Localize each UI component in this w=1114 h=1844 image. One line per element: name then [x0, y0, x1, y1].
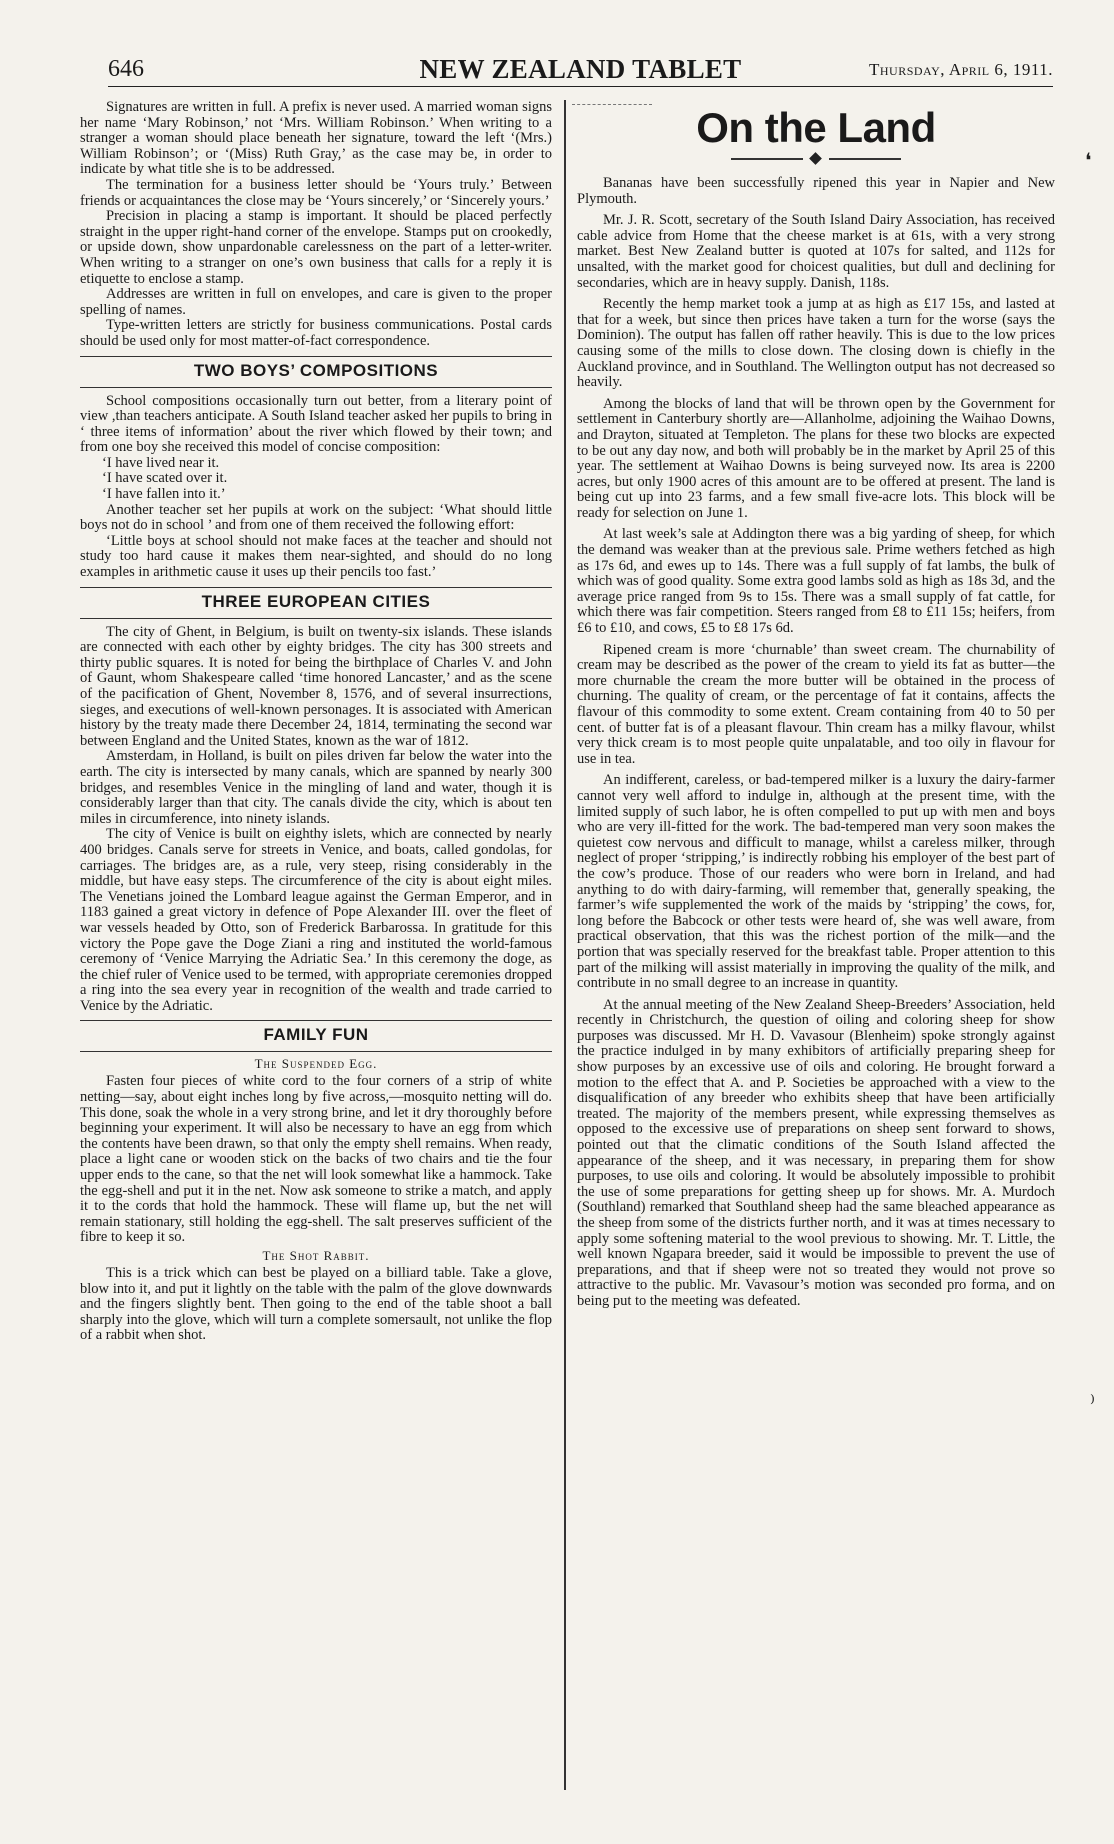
article-paragraph: The city of Venice is built on eighthy islets, which are connected by nearly 400 bridges. Canals serve for streets in Venice, and boats, called gondolas, for carriages. The bridges are, as a rule, very steep, rising considerably in the middle, but have easy steps. The circumference of the city is about eight miles. The Venetians joined the Lombard league against the German Emperor, and in 1183 gained a great victory in defence of Pope Alexander III. over the fleet of war vessels headed by Otto, son of Frederick Barbarossa. In gratitude for this victory the Pope gave the Doge Ziani a ring and instituted the world-famous ceremony of ‘Venice Marrying the Adriatic Sea.’ In this ceremony the doge, as the chief ruler of Venice used to be termed, with appropriate ceremonies dropped a ring into the sea every year in recognition of the wealth and trade carried to Venice by the Adriatic. — [80, 826, 552, 1014]
heading-three-cities: THREE EUROPEAN CITIES — [201, 591, 431, 611]
article-paragraph: Fasten four pieces of white cord to the four corners of a strip of white netting—say, about eight inches long by five across,—mosquito netting will do. This done, soak the whole in a very strong brine, and let it dry thoroughly before beginning your experiment. It will also be necessary to have an egg from which the contents have been drawn, so that only the empty shell remains. When ready, place a light cane or wooden stick on the backs of two chairs and tie the four upper ends to the cane, so that the net will look somewhat like a hammock. Take the egg-shell and put it in the net. Now ask someone to strike a match, and apply it to the cords that hold the hammock. These will flame up, but the net will remain stationary, still holding the egg-shell. The salt preserves sufficient of the fibre to keep it so. — [80, 1073, 552, 1246]
section-rule — [80, 1020, 552, 1021]
heading-on-the-land: On the Land — [696, 104, 936, 151]
news-paragraph: Ripened cream is more ‘churnable’ than sweet cream. The churnability of cream may be described as the power of the cream to yield its fat as butter—the more churnable the cream the more butter will be obtained in the process of churning. The quality of cream, or the percentage of fat it contains, affects the flavour of this commodity to some extent. Cream containing from 40 to 50 per cent. of butter fat is of a pleasant flavour. Thin cream has a milky flavour, whilst very thick cream is to most people quite unpalatable, and too oily in flavour for use in tea. — [577, 641, 1055, 767]
section-rule — [80, 387, 552, 388]
intro-paragraph: Signatures are written in full. A prefix is never used. A married woman signs her name ‘Mary Robinson,’ not ‘Mrs. William Robinson.’ When writing to a stranger a woman should place beneath her signature, toward the left ‘(Mrs.) William Robinson’; or ‘(Miss) Ruth Gray,’ as the case may be, in order to indicate by what title she is to be addressed. — [80, 99, 552, 178]
subheading-shot-rabbit: The Shot Rabbit. — [262, 1248, 370, 1263]
news-paragraph: Among the blocks of land that will be thrown open by the Government for settlement in Canterbury shortly are—Allanholme, adjoining the Waihao Downs, and Drayton, situated at Templeton. The plans for these two blocks are expected to be out any day now, and both will probably be in the market by April 25 of this year. The settlement at Waihao Downs is being surveyed now. Its area is 2200 acres, but only 1900 acres of this amount are to be offered at present. The land is being cut up into 23 farms, and a few small five-acre lots. This block will be ready for selection on June 1. — [577, 395, 1055, 521]
article-paragraph: Another teacher set her pupils at work on the subject: ‘What should little boys not do in school ’ and from one of them received the following effort: — [80, 501, 552, 534]
news-paragraph: Bananas have been successfully ripened this year in Napier and New Plymouth. — [577, 175, 1055, 207]
heading-family-fun: FAMILY FUN — [263, 1025, 369, 1045]
news-paragraph: Recently the hemp market took a jump at as high as £17 15s, and lasted at that for a week, but since then prices have taken a turn for the worse (says the Dominion). The output has fallen off rather heavily. This is due to the low prices causing some of the mills to close down. The closing down is chiefly in the Auckland province, and in Southland. The Wellington output has not decreased so heavily. — [577, 296, 1055, 391]
quote-line: ‘I have scated over it. — [102, 470, 228, 487]
left-column — [80, 100, 552, 1344]
masthead-title: NEW ZEALAND TABLET — [419, 54, 742, 84]
section-rule — [80, 1051, 552, 1052]
article-paragraph: School compositions occasionally turn out better, from a literary point of view ,than teachers anticipate. A South Island teacher asked her pupils to bring in ‘ three items of information’ about the river which flowed by their town; and from one boy she received this model of concise composition: — [80, 392, 552, 456]
quote-line: ‘I have lived near it. — [102, 454, 220, 471]
article-paragraph: The city of Ghent, in Belgium, is built on twenty-six islands. These islands are connected with each other by eighty bridges. The city has 300 streets and thirty public squares. It is noted for being the birthplace of Charles V. and John of Gaunt, whom Shakespeare called ‘time honored Lancaster,’ and as the scene of the pacification of Ghent, November 8, 1576, and of several insurrections, sieges, and executions of well-known personages. It is associated with American history by the treaty made there December 24, 1814, terminating the second war between England and the United States, known as the war of 1812. — [80, 623, 552, 749]
intro-paragraph: The termination for a business letter should be ‘Yours truly.’ Between friends or acquaintances the close may be ‘Yours sincerely,’ or ‘Sincerely yours.’ — [80, 176, 552, 209]
article-paragraph: Amsterdam, in Holland, is built on piles driven far below the water into the earth. The city is intersected by many canals, which are spanned by nearly 300 bridges, and resembles Venice in the mingling of land and water, though it is considerably larger than that city. The canals divide the city, which is about ten miles in circumference, into ninety islands. — [80, 748, 552, 827]
section-rule — [80, 618, 552, 619]
intro-paragraph: Type-written letters are strictly for business communications. Postal cards should be used only for most matter-of-fact correspondence. — [80, 317, 552, 349]
page-header — [108, 52, 1053, 87]
news-paragraph: At last week’s sale at Addington there was a big yarding of sheep, for which the demand was weaker than at the previous sale. Prime wethers fetched as high as 17s 6d, and ewes up to 14s. There was a full supply of fat lambs, the bulk of which was of good quality. Some extra good lambs sold as high as 18s 3d, and the average price ranged from 9s to 15s. There was a small supply of fat cattle, for which there was fair competition. Steers ranged from £8 to £11 15s; heifers, from £6 to £10, and cows, £5 to £8 17s 6d. — [577, 526, 1055, 637]
margin-mark: ⁾ — [1090, 1392, 1095, 1414]
news-paragraph: An indifferent, careless, or bad-tempered milker is a luxury the dairy-farmer cannot very well afford to indulge in, although at the present time, with the limited supply of such labor, he is often compelled to put up with men and boys who are very ill-fitted for the work. The bad-tempered man very soon makes the quietest cow nervous and difficult to manage, whilst a careless milker, through neglect of proper ‘stripping,’ is indirectly robbing his employer of the best part of the cow’s produce. Those of our readers who were born in Ireland, and had anything to do with dairy-farming, will remember that, generally speaking, the farmer’s wife supplemented the work of the maids by ‘stripping’ the cows, for, long before the Babcock or other tests were heard of, she was well aware, from practical observation, that this was the richest portion of the milk—and the portion that was specially reserved for the breakfast table. Proper attention to this part of the milking will assist materially in improving the quality of the milk, and contribute in no small degree to an increase in quantity. — [577, 772, 1055, 992]
column-divider — [564, 100, 566, 1790]
section-rule — [80, 356, 552, 357]
issue-date: Thursday, April 6, 1911. — [868, 60, 1053, 79]
article-paragraph: ‘Little boys at school should not make faces at the teacher and should not study too hard cause it makes them near-sighted, and should do no long examples in arithmetic cause it uses up their pencils too fast.’ — [80, 532, 552, 581]
article-paragraph: This is a trick which can best be played on a billiard table. Take a glove, blow into it, and put it lightly on the table with the palm of the glove downwards and the fingers slightly bent. Then going to the end of the table shoot a ball sharply into the glove, which will turn a complete somersault, not unlike the flop of a rabbit when shot. — [80, 1265, 552, 1344]
subheading-suspended-egg: The Suspended Egg. — [254, 1056, 378, 1072]
margin-mark: ❛ — [1085, 150, 1092, 172]
section-rule — [80, 587, 552, 588]
title-ornament — [731, 154, 901, 164]
intro-paragraph: Precision in placing a stamp is important. It should be placed perfectly straight in the upper right-hand corner of the envelope. Stamps put on crookedly, or upside down, show unpardonable carelessness on the part of a letter-writer. When writing to a stranger on one’s own business that calls for a reply it is etiquette to enclose a stamp. — [80, 208, 552, 287]
news-paragraph: Mr. J. R. Scott, secretary of the South Island Dairy Association, has received cable advice from Home that the cheese market is at 61s, with a very strong market. Best New Zealand butter is quoted at 107s for salted, and 112s for unsalted, with the market good for choicest qualities, but dull and declining for secondaries, which are in heavy supply. Danish, 118s. — [577, 212, 1055, 291]
page-number: 646 — [108, 56, 144, 82]
right-column — [577, 100, 1055, 1310]
heading-two-boys: TWO BOYS’ COMPOSITIONS — [193, 360, 439, 380]
quote-line: ‘I have fallen into it.’ — [102, 486, 226, 503]
intro-paragraph: Addresses are written in full on envelopes, and care is given to the proper spelling of names. — [80, 286, 552, 318]
news-paragraph: At the annual meeting of the New Zealand Sheep-Breeders’ Association, held recently in Christchurch, the question of oiling and coloring sheep for show purposes was discussed. Mr H. D. Vavasour (Blenheim) spoke strongly against the practice indulged in by many exhibitors of artificially preparing sheep for show purposes by an excessive use of oils and coloring. He brought forward a motion to the effect that A. and P. Societies be approached with a view to the disqualification of any breeder who exhibits sheep that have been artificially treated. The majority of the members present, while expressing themselves as opposed to the excessive use of preparations on sheep sent forward to shows, pointed out that the climatic conditions of the South Island affected the appearance of the sheep, and it was necessary, in preparing them for show purposes, to use oils and coloring. It would be absolutely impossible to prohibit the use of some preparations for getting sheep up for shows. Mr. A. Murdoch (Southland) remarked that Southland sheep had the same bleached appearance as the sheep from some of the districts further north, and it was at times necessary to apply some softening material to the wool previous to showing. Mr. T. Little, the well known Ngapara breeder, said it would be impossible to prevent the use of preparations, and that if sheep were not so treated they would not prove so attractive to the public. Mr. Vavasour’s motion was seconded pro forma, and on being put to the meeting was defeated. — [577, 996, 1055, 1309]
